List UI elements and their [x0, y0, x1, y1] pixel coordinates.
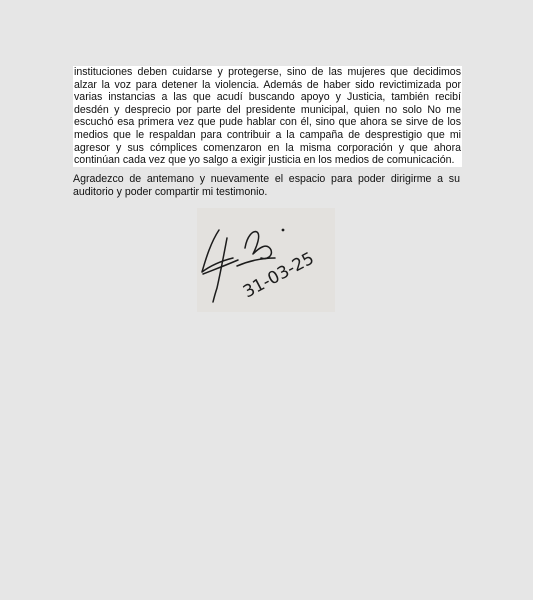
- signature-date: 31-03-25: [239, 248, 318, 303]
- body-paragraph-thanks: Agradezco de antemano y nuevamente el espacio para poder dirigirme a su auditorio y poder compartir mi testimonio.: [73, 173, 460, 198]
- signature-drawing: [197, 208, 335, 312]
- handwritten-signature: [197, 208, 335, 312]
- body-paragraph-testimony: instituciones deben cuidarse y protegerse, sino de las mujeres que decidimos alzar la voz para detener la violencia. Además de haber sido revictimizada por varias instancias a las que acudí buscando apoyo y Justicia, también recibí desdén y desprecio por parte del presidente municipal, quien no solo No me escuchó esa primera vez que pude hablar con él, sino que ahora se sirve de los medios que le respaldan para contribuir a la campaña de desprestigio que mi agresor y sus cómplices comenzaron en la misma corporación y que ahora continúan cada vez que yo salgo a exigir justicia en los medios de comunicación.: [74, 66, 461, 167]
